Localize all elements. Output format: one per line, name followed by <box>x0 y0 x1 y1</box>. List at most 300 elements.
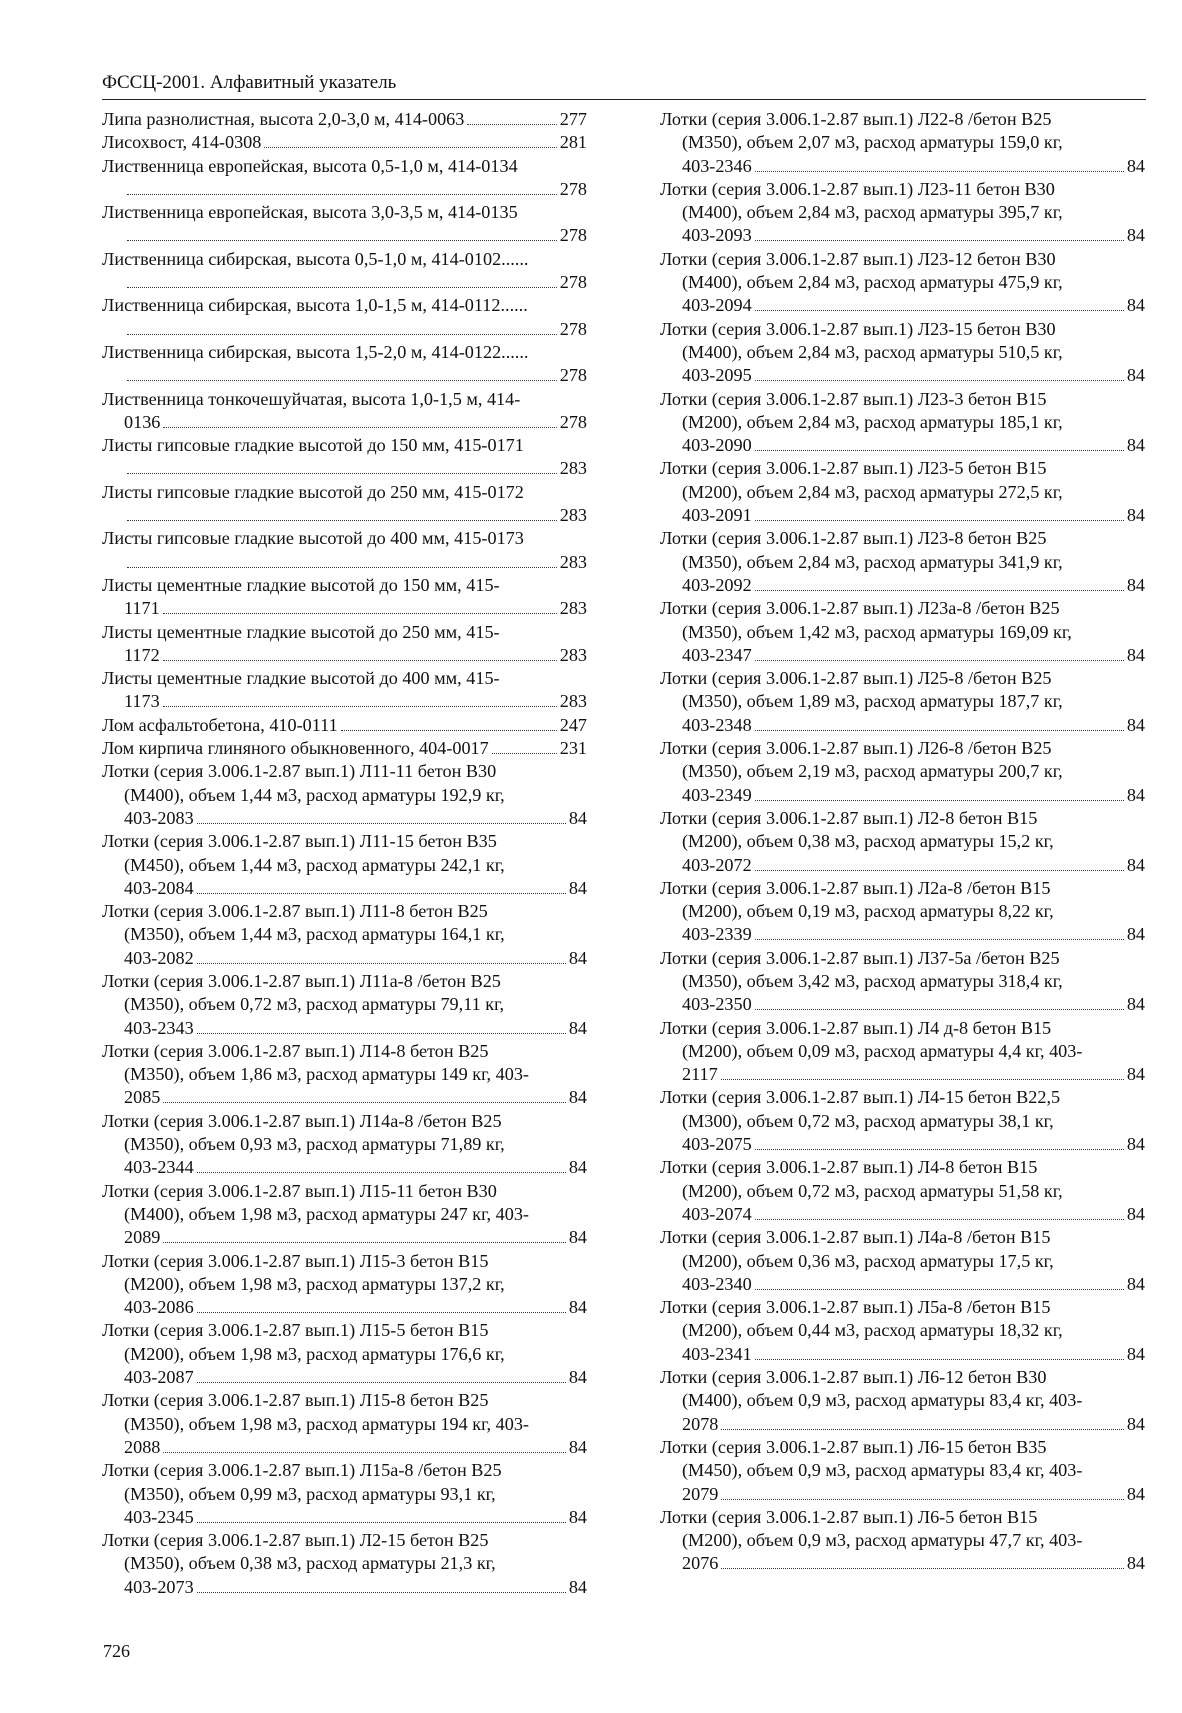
index-entry <box>660 108 1145 178</box>
index-entry-text: (М200), объем 2,84 м3, расход арматуры 185,1 кг, <box>682 411 1063 432</box>
index-entry <box>102 481 587 528</box>
index-entry-text: Лотки (серия 3.006.1-2.87 вып.1) Л4а-8 /бетон В15 <box>660 1227 1051 1248</box>
index-entry-reference-line <box>124 318 587 341</box>
dot-leader <box>163 1242 565 1243</box>
index-entry <box>102 714 587 737</box>
dot-leader <box>127 473 557 474</box>
index-entry-text: 403-2087 <box>124 1367 194 1388</box>
index-entry <box>660 318 1145 388</box>
index-entry-reference-line <box>102 737 587 760</box>
index-entry-text: 403-2343 <box>124 1017 194 1038</box>
index-entry-text: (М300), объем 0,72 м3, расход арматуры 38,1 кг, <box>682 1110 1054 1131</box>
index-entry-text: (М200), объем 1,98 м3, расход арматуры 137,2 кг, <box>124 1273 505 1294</box>
index-entry-text: Листы цементные гладкие высотой до 250 мм, 415- <box>102 621 500 642</box>
index-entry-text: Листы гипсовые гладкие высотой до 150 мм, 415-0171 <box>102 435 524 456</box>
dot-leader <box>755 730 1124 731</box>
index-entry <box>102 970 587 1040</box>
index-entry <box>102 574 587 621</box>
index-entry-page-ref: 84 <box>1126 924 1145 945</box>
index-entry-page-ref: 84 <box>1126 1343 1145 1364</box>
index-entry-reference-line <box>124 1156 587 1179</box>
index-entry-reference-line <box>124 364 587 387</box>
dot-leader <box>755 660 1124 661</box>
index-entry-text: Листы цементные гладкие высотой до 150 мм, 415- <box>102 574 500 595</box>
index-entry <box>102 900 587 970</box>
index-entry-text: Лотки (серия 3.006.1-2.87 вып.1) Л15-8 бетон В25 <box>102 1390 489 1411</box>
index-entry <box>102 155 587 202</box>
index-entry <box>102 131 587 154</box>
index-entry-page-ref: 283 <box>559 644 587 665</box>
index-entry-text: Лотки (серия 3.006.1-2.87 вып.1) Л14-8 бетон В25 <box>102 1040 489 1061</box>
index-entry-text: Лотки (серия 3.006.1-2.87 вып.1) Л5а-8 /бетон В15 <box>660 1297 1051 1318</box>
index-entry <box>660 1436 1145 1506</box>
index-entry-text: Листы гипсовые гладкие высотой до 400 мм, 415-0173 <box>102 528 524 549</box>
dot-leader <box>755 450 1124 451</box>
index-entry-text: 403-2083 <box>124 807 194 828</box>
index-entry-text: 0136 <box>124 411 161 432</box>
index-entry-reference-line <box>682 1413 1145 1436</box>
index-column-left <box>102 108 587 1599</box>
index-entry-reference-line <box>124 1366 587 1389</box>
index-entry-reference-line <box>682 644 1145 667</box>
index-entry-text: Лотки (серия 3.006.1-2.87 вып.1) Л23-15 бетон В30 <box>660 318 1056 339</box>
index-entry-reference-line <box>682 364 1145 387</box>
index-entry-reference-line <box>124 1436 587 1459</box>
index-entry-reference-line <box>682 993 1145 1016</box>
dot-leader <box>127 520 557 521</box>
index-entry-page-ref: 84 <box>1126 1413 1145 1434</box>
dot-leader <box>492 753 557 754</box>
dot-leader <box>127 194 557 195</box>
index-entry-reference-line <box>102 108 587 131</box>
index-entry-reference-line <box>682 1483 1145 1506</box>
index-entry-page-ref: 84 <box>568 1576 587 1597</box>
index-entry-text: 403-2346 <box>682 155 752 176</box>
dot-leader <box>163 427 556 428</box>
index-entry-text: (М350), объем 2,07 м3, расход арматуры 159,0 кг, <box>682 132 1063 153</box>
index-entry-reference-line <box>682 504 1145 527</box>
dot-leader <box>755 1359 1124 1360</box>
index-entry-page-ref: 84 <box>568 1157 587 1178</box>
index-entry-text: Лотки (серия 3.006.1-2.87 вып.1) Л25-8 /бетон В25 <box>660 668 1052 689</box>
index-entry-text: Лиственница сибирская, высота 0,5-1,0 м, 414-0102...... <box>102 248 529 269</box>
index-entry <box>102 737 587 760</box>
index-entry-reference-line <box>682 574 1145 597</box>
dot-leader <box>163 706 557 707</box>
index-entry <box>102 341 587 388</box>
index-entry-text: Лотки (серия 3.006.1-2.87 вып.1) Л15-5 бетон В15 <box>102 1320 489 1341</box>
index-entry-text: Лотки (серия 3.006.1-2.87 вып.1) Л23-8 бетон В25 <box>660 528 1047 549</box>
index-entry-text: Лотки (серия 3.006.1-2.87 вып.1) Л23-11 бетон В30 <box>660 178 1055 199</box>
index-entry-text: (М350), объем 0,99 м3, расход арматуры 93,1 кг, <box>124 1483 496 1504</box>
index-entry-text: Лиственница сибирская, высота 1,5-2,0 м, 414-0122...... <box>102 341 529 362</box>
dot-leader <box>721 1499 1123 1500</box>
index-entry-text: 1171 <box>124 598 160 619</box>
dot-leader <box>163 1452 565 1453</box>
index-entry <box>102 294 587 341</box>
index-entry-text: 403-2092 <box>682 574 752 595</box>
dot-leader <box>197 1172 566 1173</box>
index-entry-text: Лотки (серия 3.006.1-2.87 вып.1) Л11-8 бетон В25 <box>102 901 488 922</box>
index-entry-page-ref: 84 <box>568 807 587 828</box>
index-entry-text: (М350), объем 1,89 м3, расход арматуры 187,7 кг, <box>682 691 1063 712</box>
index-entry-text: (М350), объем 1,42 м3, расход арматуры 169,09 кг, <box>682 621 1072 642</box>
index-entry-text: 403-2090 <box>682 435 752 456</box>
index-entry-text: 403-2347 <box>682 644 752 665</box>
index-entry-text: Лотки (серия 3.006.1-2.87 вып.1) Л26-8 /бетон В25 <box>660 738 1052 759</box>
index-entry-page-ref: 278 <box>559 411 587 432</box>
index-entry-page-ref: 84 <box>1126 854 1145 875</box>
dot-leader <box>755 1149 1124 1150</box>
index-column-right <box>660 108 1145 1576</box>
index-entry-text: Лотки (серия 3.006.1-2.87 вып.1) Л2-8 бетон В15 <box>660 807 1038 828</box>
index-entry-reference-line <box>124 504 587 527</box>
index-entry-text: 1172 <box>124 644 160 665</box>
index-entry-reference-line <box>682 1133 1145 1156</box>
index-entry-text: (М200), объем 0,9 м3, расход арматуры 47,7 кг, 403- <box>682 1530 1083 1551</box>
index-entry-page-ref: 84 <box>1126 1134 1145 1155</box>
index-entry-text: 403-2341 <box>682 1343 752 1364</box>
dot-leader <box>163 613 557 614</box>
index-entry-text: Лотки (серия 3.006.1-2.87 вып.1) Л15-11 бетон В30 <box>102 1180 497 1201</box>
index-entry <box>660 1506 1145 1576</box>
page-number: 726 <box>103 1641 130 1661</box>
index-entry-text: Листы цементные гладкие высотой до 400 мм, 415- <box>102 668 500 689</box>
dot-leader <box>197 1592 566 1593</box>
index-entry-text: Лотки (серия 3.006.1-2.87 вып.1) Л4-8 бетон В15 <box>660 1157 1038 1178</box>
index-entry-page-ref: 84 <box>568 1227 587 1248</box>
dot-leader <box>755 590 1124 591</box>
index-entry-reference-line <box>124 877 587 900</box>
index-entry-page-ref: 84 <box>1126 574 1145 595</box>
index-entry-text: 403-2348 <box>682 714 752 735</box>
index-entry-page-ref: 84 <box>1126 714 1145 735</box>
index-entry-text: Лом кирпича глиняного обыкновенного, 404-0017 <box>102 738 489 759</box>
index-entry <box>102 201 587 248</box>
dot-leader <box>467 124 556 125</box>
index-entry-text: (М350), объем 0,93 м3, расход арматуры 71,89 кг, <box>124 1134 505 1155</box>
index-entry <box>102 1389 587 1459</box>
index-entry-text: (М400), объем 1,98 м3, расход арматуры 247 кг, 403- <box>124 1203 529 1224</box>
index-entry <box>102 1319 587 1389</box>
index-entry <box>660 667 1145 737</box>
index-entry-reference-line <box>124 690 587 713</box>
index-entry-page-ref: 84 <box>1126 505 1145 526</box>
index-entry <box>102 1180 587 1250</box>
index-entry-text: Лотки (серия 3.006.1-2.87 вып.1) Л23-3 бетон В15 <box>660 388 1047 409</box>
index-entry-text: Лотки (серия 3.006.1-2.87 вып.1) Л11-11 бетон В30 <box>102 761 497 782</box>
index-entry-text: Лотки (серия 3.006.1-2.87 вып.1) Л15а-8 /бетон В25 <box>102 1460 502 1481</box>
index-entry <box>660 597 1145 667</box>
index-entry-text: (М200), объем 2,84 м3, расход арматуры 272,5 кг, <box>682 481 1063 502</box>
index-entry-text: (М200), объем 0,38 м3, расход арматуры 15,2 кг, <box>682 831 1054 852</box>
index-entry-page-ref: 247 <box>559 714 587 735</box>
index-entry-reference-line <box>124 644 587 667</box>
index-entry <box>102 108 587 131</box>
index-entry-text: Лиственница сибирская, высота 1,0-1,5 м, 414-0112...... <box>102 295 528 316</box>
index-entry <box>102 1250 587 1320</box>
dot-leader <box>197 823 566 824</box>
index-entry <box>102 830 587 900</box>
index-entry <box>102 248 587 295</box>
index-entry-text: (М400), объем 2,84 м3, расход арматуры 510,5 кг, <box>682 341 1063 362</box>
index-entry-text: (М400), объем 0,9 м3, расход арматуры 83,4 кг, 403- <box>682 1390 1083 1411</box>
index-entry-page-ref: 278 <box>559 272 587 293</box>
index-entry-reference-line <box>124 807 587 830</box>
index-entry-page-ref: 84 <box>1126 225 1145 246</box>
index-entry-reference-line <box>682 923 1145 946</box>
dot-leader <box>755 1219 1124 1220</box>
index-entry-text: (М200), объем 0,09 м3, расход арматуры 4,4 кг, 403- <box>682 1040 1083 1061</box>
index-entry-text: Листы гипсовые гладкие высотой до 250 мм, 415-0172 <box>102 481 524 502</box>
index-entry-reference-line <box>124 224 587 247</box>
index-entry-text: (М200), объем 0,72 м3, расход арматуры 51,58 кг, <box>682 1180 1063 1201</box>
dot-leader <box>127 240 557 241</box>
dot-leader <box>197 1522 566 1523</box>
dot-leader <box>755 870 1124 871</box>
index-entry-text: 403-2094 <box>682 295 752 316</box>
index-entry-page-ref: 231 <box>559 738 587 759</box>
index-entry-page-ref: 84 <box>568 1297 587 1318</box>
dot-leader <box>755 310 1124 311</box>
index-entry-text: Лотки (серия 3.006.1-2.87 вып.1) Л6-5 бетон В15 <box>660 1506 1038 1527</box>
index-entry-reference-line <box>124 457 587 480</box>
dot-leader <box>127 567 557 568</box>
index-entry-text: Лотки (серия 3.006.1-2.87 вып.1) Л23-5 бетон В15 <box>660 458 1047 479</box>
index-entry-text: Лотки (серия 3.006.1-2.87 вып.1) Л6-15 бетон В35 <box>660 1436 1047 1457</box>
index-entry <box>660 527 1145 597</box>
dot-leader <box>127 380 557 381</box>
index-entry-page-ref: 84 <box>1126 155 1145 176</box>
index-entry-reference-line <box>124 1506 587 1529</box>
dot-leader <box>721 1568 1123 1569</box>
index-entry <box>102 1529 587 1599</box>
index-entry-text: Лотки (серия 3.006.1-2.87 вып.1) Л23а-8 /бетон В25 <box>660 598 1060 619</box>
index-entry <box>660 457 1145 527</box>
index-entry-text: Лотки (серия 3.006.1-2.87 вып.1) Л4-15 бетон В22,5 <box>660 1087 1061 1108</box>
index-entry-page-ref: 84 <box>1126 1203 1145 1224</box>
index-entry <box>102 1040 587 1110</box>
index-entry-text: (М450), объем 0,9 м3, расход арматуры 83,4 кг, 403- <box>682 1460 1083 1481</box>
index-entry-page-ref: 84 <box>568 1087 587 1108</box>
index-entry-text: 403-2093 <box>682 225 752 246</box>
index-entry <box>660 947 1145 1017</box>
index-entry-text: Лотки (серия 3.006.1-2.87 вып.1) Л11а-8 /бетон В25 <box>102 970 501 991</box>
index-entry-text: (М350), объем 0,38 м3, расход арматуры 21,3 кг, <box>124 1553 496 1574</box>
dot-leader <box>755 171 1124 172</box>
index-entry-page-ref: 84 <box>1126 365 1145 386</box>
index-entry-text: Лотки (серия 3.006.1-2.87 вып.1) Л23-12 бетон В30 <box>660 248 1056 269</box>
dot-leader <box>197 1033 566 1034</box>
index-entry-text: Лом асфальтобетона, 410-0111 <box>102 714 338 735</box>
index-entry-text: Лиственница тонкочешуйчатая, высота 1,0-1,5 м, 414- <box>102 388 521 409</box>
index-entry-reference-line <box>102 714 587 737</box>
index-entry-reference-line <box>124 411 587 434</box>
index-entry-page-ref: 84 <box>568 1436 587 1457</box>
dot-leader <box>197 1312 566 1313</box>
index-entry-text: 403-2091 <box>682 505 752 526</box>
index-entry-reference-line <box>124 597 587 620</box>
dot-leader <box>127 287 557 288</box>
index-entry-page-ref: 283 <box>559 598 587 619</box>
index-entry-page-ref: 283 <box>559 691 587 712</box>
dot-leader <box>755 380 1124 381</box>
dot-leader <box>163 1102 565 1103</box>
index-entry-page-ref: 84 <box>568 947 587 968</box>
index-entry <box>102 1459 587 1529</box>
index-entry-page-ref: 84 <box>1126 784 1145 805</box>
index-entry-page-ref: 84 <box>568 1506 587 1527</box>
index-entry-text: (М400), объем 1,44 м3, расход арматуры 192,9 кг, <box>124 784 505 805</box>
index-entry <box>660 178 1145 248</box>
index-entry-text: 1173 <box>124 691 160 712</box>
index-entry-text: (М200), объем 1,98 м3, расход арматуры 176,6 кг, <box>124 1343 505 1364</box>
index-entry-text: (М450), объем 1,44 м3, расход арматуры 242,1 кг, <box>124 854 505 875</box>
dot-leader <box>197 963 566 964</box>
index-entry-text: 403-2075 <box>682 1134 752 1155</box>
index-entry-text: 403-2095 <box>682 365 752 386</box>
index-entry-text: 2079 <box>682 1483 719 1504</box>
dot-leader <box>755 939 1124 940</box>
index-entry-text: (М350), объем 1,98 м3, расход арматуры 194 кг, 403- <box>124 1413 529 1434</box>
index-entry-reference-line <box>124 551 587 574</box>
index-entry <box>660 1156 1145 1226</box>
index-entry-reference-line <box>682 784 1145 807</box>
index-entry-text: 403-2340 <box>682 1273 752 1294</box>
index-entry-reference-line <box>682 714 1145 737</box>
index-entry <box>102 388 587 435</box>
index-entry-reference-line <box>124 947 587 970</box>
index-entry-reference-line <box>124 1226 587 1249</box>
index-entry-reference-line <box>682 155 1145 178</box>
dot-leader <box>755 1289 1124 1290</box>
index-entry-text: 2078 <box>682 1413 719 1434</box>
index-entry-text: (М200), объем 0,36 м3, расход арматуры 17,5 кг, <box>682 1250 1054 1271</box>
index-entry <box>660 1366 1145 1436</box>
index-entry-text: 403-2350 <box>682 994 752 1015</box>
index-entry-text: Лотки (серия 3.006.1-2.87 вып.1) Л11-15 бетон В35 <box>102 831 497 852</box>
index-entry-reference-line <box>682 1203 1145 1226</box>
index-entry-text: (М350), объем 1,86 м3, расход арматуры 149 кг, 403- <box>124 1064 529 1085</box>
dot-leader <box>341 730 557 731</box>
index-entry-text: 403-2349 <box>682 784 752 805</box>
dot-leader <box>755 240 1124 241</box>
index-entry-page-ref: 278 <box>559 365 587 386</box>
index-entry <box>660 388 1145 458</box>
index-entry <box>102 621 587 668</box>
index-entry <box>660 1017 1145 1087</box>
index-entry-reference-line <box>124 271 587 294</box>
index-entry-page-ref: 84 <box>1126 1064 1145 1085</box>
index-entry-text: Лотки (серия 3.006.1-2.87 вып.1) Л2-15 бетон В25 <box>102 1530 489 1551</box>
index-entry-text: 2076 <box>682 1553 719 1574</box>
index-entry-page-ref: 84 <box>1126 1553 1145 1574</box>
index-entry-text: Лотки (серия 3.006.1-2.87 вып.1) Л15-3 бетон В15 <box>102 1250 489 1271</box>
index-entry-text: Лотки (серия 3.006.1-2.87 вып.1) Л37-5а /бетон В25 <box>660 947 1060 968</box>
index-entry-text: Лотки (серия 3.006.1-2.87 вып.1) Л22-8 /бетон В25 <box>660 109 1052 129</box>
index-entry-page-ref: 84 <box>1126 644 1145 665</box>
index-entry-text: 2117 <box>682 1064 718 1085</box>
dot-leader <box>163 660 557 661</box>
index-entry-page-ref: 84 <box>1126 1483 1145 1504</box>
index-entry-reference-line <box>682 294 1145 317</box>
index-entry-page-ref: 283 <box>559 551 587 572</box>
index-entry-page-ref: 278 <box>559 318 587 339</box>
index-entry-reference-line <box>102 131 587 154</box>
dot-leader <box>197 893 566 894</box>
index-entry-reference-line <box>124 1017 587 1040</box>
index-entry-text: Липа разнолистная, высота 2,0-3,0 м, 414-0063 <box>102 109 465 129</box>
index-entry-page-ref: 277 <box>559 109 587 129</box>
index-entry-page-ref: 84 <box>1126 435 1145 456</box>
index-entry-text: 403-2086 <box>124 1297 194 1318</box>
dot-leader <box>721 1079 1124 1080</box>
index-entry-reference-line <box>124 1296 587 1319</box>
dot-leader <box>197 1382 566 1383</box>
index-entry-text: 403-2345 <box>124 1506 194 1527</box>
index-entry-reference-line <box>124 1086 587 1109</box>
index-entry-text: Лотки (серия 3.006.1-2.87 вып.1) Л2а-8 /бетон В15 <box>660 877 1051 898</box>
index-entry-text: 2089 <box>124 1227 161 1248</box>
index-entry-text: (М400), объем 2,84 м3, расход арматуры 475,9 кг, <box>682 272 1063 293</box>
index-entry <box>660 1086 1145 1156</box>
page-title: ФССЦ-2001. Алфавитный указатель <box>102 72 397 93</box>
index-entry-page-ref: 283 <box>559 505 587 526</box>
index-entry <box>660 1226 1145 1296</box>
index-entry-page-ref: 84 <box>568 1367 587 1388</box>
dot-leader <box>755 800 1124 801</box>
index-entry <box>660 248 1145 318</box>
index-entry-page-ref: 283 <box>559 458 587 479</box>
index-entry-text: 403-2084 <box>124 877 194 898</box>
index-entry-text: 403-2072 <box>682 854 752 875</box>
dot-leader <box>755 1009 1124 1010</box>
index-entry-page-ref: 278 <box>559 178 587 199</box>
index-entry <box>102 527 587 574</box>
index-entry <box>660 1296 1145 1366</box>
index-entry-text: Лиственница европейская, высота 0,5-1,0 м, 414-0134 <box>102 155 518 176</box>
index-entry-text: (М350), объем 3,42 м3, расход арматуры 318,4 кг, <box>682 970 1063 991</box>
dot-leader <box>127 334 557 335</box>
index-entry-page-ref: 84 <box>568 1017 587 1038</box>
index-entry <box>102 760 587 830</box>
index-entry-text: Лотки (серия 3.006.1-2.87 вып.1) Л6-12 бетон В30 <box>660 1367 1047 1388</box>
index-entry-text: (М400), объем 2,84 м3, расход арматуры 395,7 кг, <box>682 202 1063 223</box>
index-entry <box>102 667 587 714</box>
index-entry-text: Лотки (серия 3.006.1-2.87 вып.1) Л4 д-8 бетон В15 <box>660 1017 1052 1038</box>
index-entry-text: (М350), объем 2,84 м3, расход арматуры 341,9 кг, <box>682 551 1063 572</box>
index-entry-text: (М350), объем 2,19 м3, расход арматуры 200,7 кг, <box>682 761 1063 782</box>
index-entry-text: 2085 <box>124 1087 161 1108</box>
index-entry-reference-line <box>124 178 587 201</box>
index-entry-page-ref: 84 <box>1126 1273 1145 1294</box>
index-entry-text: 2088 <box>124 1436 161 1457</box>
index-entry-page-ref: 84 <box>1126 994 1145 1015</box>
index-entry-reference-line <box>682 1273 1145 1296</box>
index-entry-reference-line <box>124 1576 587 1599</box>
index-entry <box>102 1110 587 1180</box>
dot-leader <box>721 1429 1123 1430</box>
index-entry-reference-line <box>682 434 1145 457</box>
index-entry-text: 403-2344 <box>124 1157 194 1178</box>
index-entry-text: Лиственница европейская, высота 3,0-3,5 м, 414-0135 <box>102 202 518 223</box>
index-entry-text: 403-2073 <box>124 1576 194 1597</box>
index-entry-text: 403-2082 <box>124 947 194 968</box>
index-entry <box>660 877 1145 947</box>
index-entry-page-ref: 281 <box>559 132 587 153</box>
index-entry-text: (М350), объем 1,44 м3, расход арматуры 164,1 кг, <box>124 924 505 945</box>
index-entry-text: Лисохвост, 414-0308 <box>102 132 262 153</box>
